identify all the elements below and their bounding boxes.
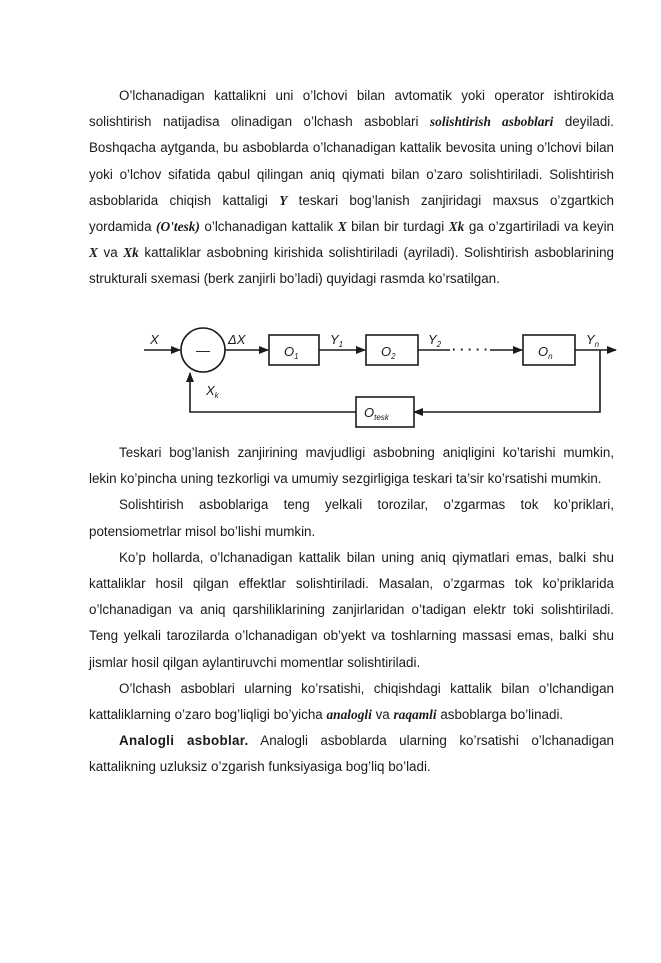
heading-analogli-asboblar: Analogli asboblar.	[119, 733, 249, 749]
symbol-x: X	[337, 219, 347, 235]
feedback-label: $X_k$	[206, 383, 219, 400]
signal-y1: $Y_1$	[330, 332, 344, 349]
paragraph-examples	[89, 492, 614, 544]
paragraph-feedback	[89, 440, 614, 492]
text-run: Solishtirish asboblariga teng yelkali torozilar, o’zgarmas tok ko’priklari, potensiometrlar misol bo’lishi mumkin.	[89, 497, 614, 539]
comparator-sign: —	[196, 342, 210, 358]
block-on-label: $O_n$	[538, 344, 553, 361]
text-block-bottom	[89, 440, 614, 781]
symbol-y: Y	[279, 192, 288, 208]
input-label: X	[150, 332, 159, 347]
symbol-o-tesk: (O'tesk)	[156, 219, 200, 235]
symbol-xk: Xk	[448, 219, 465, 235]
text-run: o’lchanadigan kattalik	[199, 219, 338, 235]
paragraph-classification	[89, 676, 614, 728]
block-o2-label: $O_2$	[381, 344, 396, 361]
text-run: bilan bir turdagi	[346, 219, 449, 235]
paragraph-definition	[89, 83, 614, 293]
symbol-xk: Xk	[123, 245, 139, 261]
text-run: Analogli asboblarda ularning ko’rsatishi o’lchanadigan kattalikning uzluksiz o’zgarish funksiyasiga bog’liq bo’ladi.	[89, 733, 614, 775]
symbol-x: X	[89, 245, 98, 261]
text-run: va	[371, 707, 394, 723]
ellipsis: · · · · ·	[452, 342, 489, 357]
text-run: teskari bog’lanish zanjiridagi maxsus o’zgartkich yordamida	[89, 192, 614, 235]
paragraph-analog	[89, 728, 614, 780]
term-analogli: analogli	[326, 707, 372, 723]
text-run: O’lchash asboblari ularning ko’rsatishi, chiqishdagi kattalik bilan o’lchandigan kattaliklarning o’zaro bog’liqligi bo’yicha	[89, 680, 614, 723]
text-run: O’lchanadigan kattalikni uni o’lchovi bilan avtomatik yoki operator ishtirokida solishtirish natijadisa olinadigan o’lchash asboblari	[89, 88, 614, 130]
structural-block-diagram	[140, 325, 630, 443]
signal-yn: $Y_n$	[586, 332, 600, 349]
text-run: Ko’p hollarda, o’lchanadigan kattalik bilan uning aniq qiymatlari emas, balki shu kattaliklar hosil qilgan effektlar solishtiriladi. Masalan, o’zgarmas tok ko’priklarida o’lchanadigan va aniq qarshiliklarining zanjirlaridan o’tadigan elektr toki solishtiriladi. Teng yelkali tarozilarda o’lchanadigan ob’yekt va toshlarning massasi emas, balki shu jismlar hosil qilgan aylantiruvchi momentlar solishtiriladi.	[89, 549, 614, 670]
text-run: Teskari bog’lanish zanjirining mavjudligi asbobning aniqligini ko’tarishi mumkin, lekin ko’pincha uning tezkorligi va umumiy sezgirligiga teskari ta’sir ko’rsatishi mumkin.	[89, 445, 614, 487]
text-run: va	[97, 245, 124, 261]
block-o1-label: $O_1$	[284, 344, 299, 361]
signal-y2: $Y_2$	[428, 332, 442, 349]
text-run: ga o’zgartiriladi va keyin	[464, 219, 615, 235]
text-block-top	[89, 83, 614, 293]
delta-label: ΔX	[228, 332, 246, 347]
term-solishtirish-asboblari: solishtirish asboblari	[429, 114, 554, 130]
term-raqamli: raqamli	[393, 707, 437, 723]
diagram-svg	[140, 325, 630, 443]
text-run: kattaliklar asbobning kirishida solishtiriladi (ayriladi). Solishtirish asboblarining strukturali sxemasi (berk zanjirli bo’ladi) quyidagi rasmda ko’rsatilgan.	[89, 245, 614, 287]
text-run: deyiladi. Boshqacha aytganda, bu asboblarda o’lchanadigan kattalik bevosita uning o’lchovi bilan yoki o’lchov sifatida qabul qilingan aniq qiymati bilan o’zaro solishtiriladi. Solishtirish asboblarida chiqish kattaligi	[89, 114, 614, 208]
text-run: asboblarga bo’linadi.	[436, 707, 564, 723]
block-o-tesk-label: $O_{tesk}$	[364, 405, 389, 422]
paragraph-effects	[89, 545, 614, 676]
